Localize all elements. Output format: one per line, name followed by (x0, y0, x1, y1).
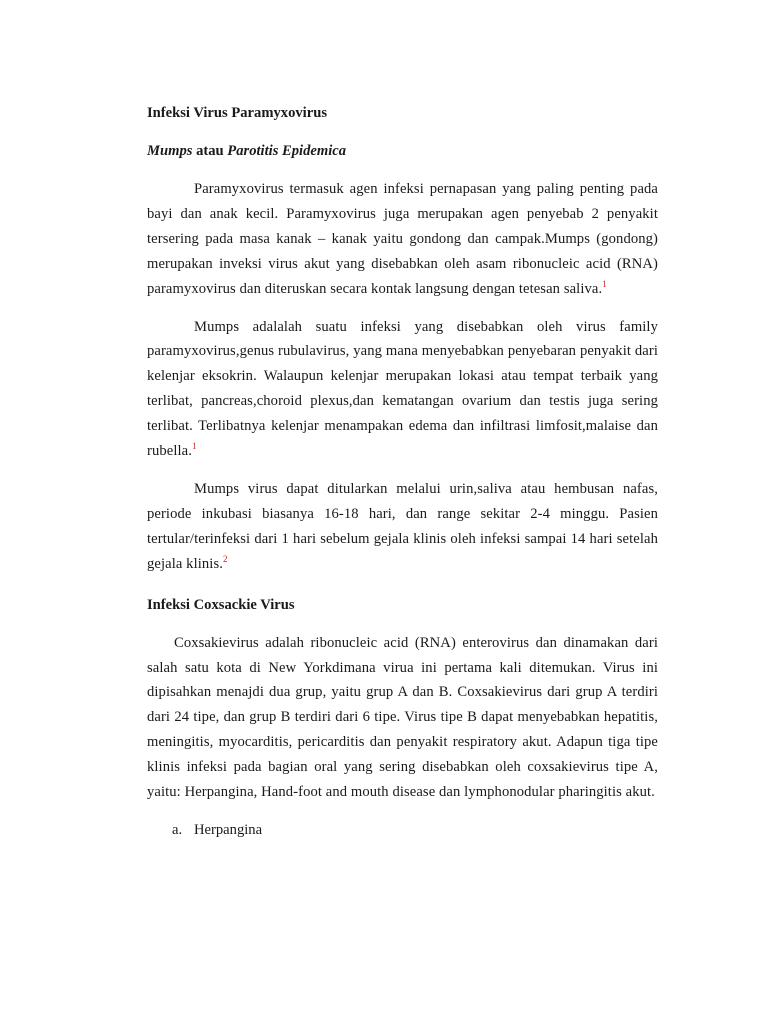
paragraph-1-text: Paramyxovirus termasuk agen infeksi pernapasan yang paling penting pada bayi dan anak kecil. Paramyxovirus juga merupakan agen penyebab 2 penyakit tersering pada masa kanak – kanak yaitu gondong dan campak.Mumps (gondong) merupakan inveksi virus akut yang disebabkan oleh asam ribonucleic acid (RNA) paramyxovirus dan diteruskan secara kontak langsung dengan tetesan saliva. (147, 181, 658, 297)
list-item (147, 820, 658, 840)
section-subtitle-mumps (147, 141, 658, 161)
section-title-paramyxovirus: Infeksi Virus Paramyxovirus (147, 105, 327, 121)
subtitle-parotitis: Parotitis Epidemica (227, 143, 347, 159)
footnote-ref-2: 1 (191, 441, 197, 452)
subtitle-connector: atau (192, 143, 228, 159)
footnote-ref-3: 2 (222, 553, 228, 564)
section-title-coxsackie: Infeksi Coxsackie Virus (147, 596, 295, 613)
list-item-text: Herpangina (194, 821, 263, 838)
paragraph-1 (147, 177, 658, 302)
paragraph-3 (147, 477, 658, 577)
footnote-ref-1: 1 (602, 278, 607, 289)
paragraph-3-text: Mumps virus dapat ditularkan melalui urin,saliva atau hembusan nafas, periode inkubasi biasanya 16-18 hari, dan range sekitar 2-4 minggu. Pasien tertular/terinfeksi dari 1 hari sebelum gejala klinis oleh infeksi sampai 14 hari setelah gejala klinis. (147, 480, 658, 572)
document-content (147, 103, 658, 840)
paragraph-2-text: Mumps adalalah suatu infeksi yang disebabkan oleh virus family paramyxovirus,genus rubulavirus, yang mana menyebabkan penyebaran penyakit dari kelenjar eksokrin. Walaupun kelenjar merupakan lokasi atau tempat terbaik yang terlibat, pancreas,choroid plexus,dan kematangan ovarium dan testis juga sering terlibat. Terlibatnya kelenjar menampakan edema dan infiltrasi limfosit,malaise dan rubella. (147, 318, 658, 460)
paragraph-2 (147, 315, 658, 464)
subtitle-mumps: Mumps (147, 143, 193, 159)
list-marker: a. (172, 821, 183, 838)
paragraph-coxsackie: Coxsakievirus adalah ribonucleic acid (RNA) enterovirus dan dinamakan dari salah satu kota di New Yorkdimana virua ini pertama kali ditemukan. Virus ini dipisahkan menajdi dua grup, yaitu grup A dan B. Coxsakievirus dari grup A terdiri dari 24 tipe, dan grup B terdiri dari 6 tipe. Virus tipe B dapat menyebabkan hepatitis, meningitis, myocarditis, pericarditis dan penyakit respiratory akut. Adapun tiga tipe klinis infeksi pada bagian oral yang sering disebabkan oleh coxsakievirus tipe A, yaitu: Herpangina, Hand-foot and mouth disease dan lymphonodular pharingitis akut. (147, 634, 658, 801)
